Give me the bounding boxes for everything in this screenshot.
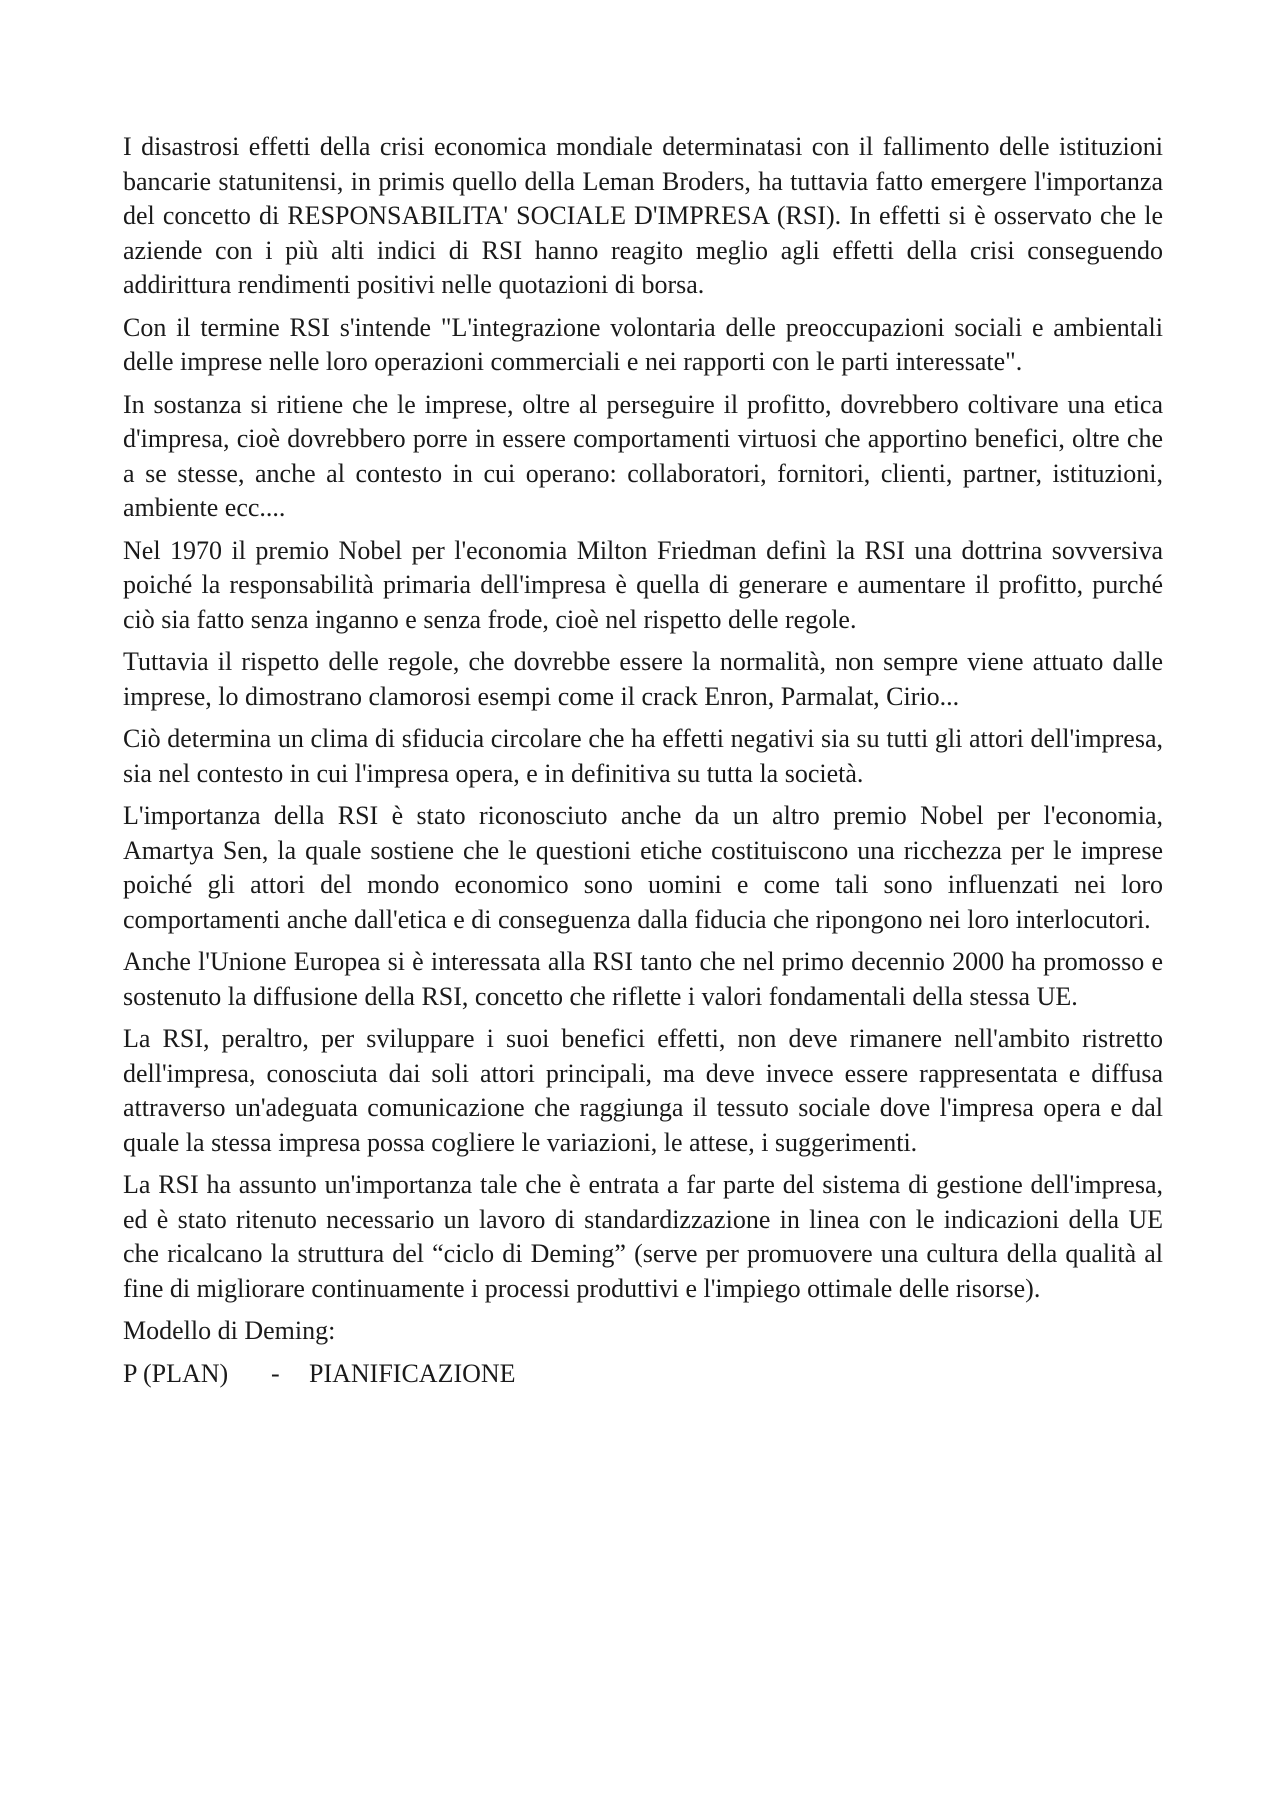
paragraph-communication: La RSI, peraltro, per sviluppare i suoi benefici effetti, non deve rimanere nell'ambito ristretto dell'impresa, conosciuta dai soli attori principali, ma deve invece essere rappresentata e diffusa attraverso un'adeguata comunicazione che raggiunga il tessuto sociale dove l'impresa opera e dal quale la stessa impresa possa cogliere le variazioni, le attese, i suggerimenti. [123, 1024, 1163, 1157]
deming-item-separator: - [271, 1358, 280, 1388]
paragraph-amartya-sen: L'importanza della RSI è stato riconosciuto anche da un altro premio Nobel per l'economia, Amartya Sen, la quale sostiene che le questioni etiche costituiscono una ricchezza per le imprese poiché gli attori del mondo economico sono uomini e come tali sono influenzati nei loro comportamenti anche dall'etica e di conseguenza dalla fiducia che ripongono nei loro interlocutori. [123, 801, 1163, 934]
paragraph-friedman: Nel 1970 il premio Nobel per l'economia Milton Friedman definì la RSI una dottrina sovversiva poiché la responsabilità primaria dell'impresa è quella di generare e aumentare il profitto, purché ciò sia fatto senza inganno e senza frode, cioè nel rispetto delle regole. [123, 535, 1163, 634]
paragraph-deming-cycle: La RSI ha assunto un'importanza tale che è entrata a far parte del sistema di gestione dell'impresa, ed è stato ritenuto necessario un lavoro di standardizzazione in linea con le indicazioni della UE che ricalcano la struttura del “ciclo di Deming” (serve per promuovere una cultura della qualità al fine di migliorare continuamente i processi produttivi e l'impiego ottimale delle risorse). [123, 1170, 1163, 1303]
paragraph-business-ethics: In sostanza si ritiene che le imprese, oltre al perseguire il profitto, dovrebbero coltivare una etica d'impresa, cioè dovrebbero porre in essere comportamenti virtuosi che apportino benefici, oltre che a se stesse, anche al contesto in cui operano: collaboratori, fornitori, clienti, partner, istituzioni, ambiente ecc.... [123, 389, 1163, 522]
deming-item-plan [123, 1357, 1163, 1392]
paragraph-rsi-definition: Con il termine RSI s'intende "L'integrazione volontaria delle preoccupazioni sociali e ambientali delle imprese nelle loro operazioni commerciali e nei rapporti con le parti interessate". [123, 312, 1163, 376]
deming-item-letter: P (PLAN) [123, 1358, 229, 1388]
deming-model-heading: Modello di Deming: [123, 1316, 336, 1345]
deming-item-label: PIANIFICAZIONE [309, 1358, 516, 1388]
paragraph-european-union: Anche l'Unione Europea si è interessata alla RSI tanto che nel primo decennio 2000 ha promosso e sostenuto la diffusione della RSI, concetto che riflette i valori fondamentali della stessa UE. [123, 947, 1163, 1011]
paragraph-crisis-intro: I disastrosi effetti della crisi economica mondiale determinatasi con il fallimento delle istituzioni bancarie statunitensi, in primis quello della Leman Broders, ha tuttavia fatto emergere l'importanza del concetto di RESPONSABILITA' SOCIALE D'IMPRESA (RSI). In effetti si è osservato che le aziende con i più alti indici di RSI hanno reagito meglio agli effetti della crisi conseguendo addirittura rendimenti positivi nelle quotazioni di borsa. [123, 132, 1163, 299]
paragraph-rule-compliance: Tuttavia il rispetto delle regole, che dovrebbe essere la normalità, non sempre viene attuato dalle imprese, lo dimostrano clamorosi esempi come il crack Enron, Parmalat, Cirio... [123, 647, 1163, 711]
paragraph-distrust: Ciò determina un clima di sfiducia circolare che ha effetti negativi sia su tutti gli attori dell'impresa, sia nel contesto in cui l'impresa opera, e in definitiva su tutta la società. [123, 724, 1163, 788]
document-page [123, 130, 1163, 1391]
